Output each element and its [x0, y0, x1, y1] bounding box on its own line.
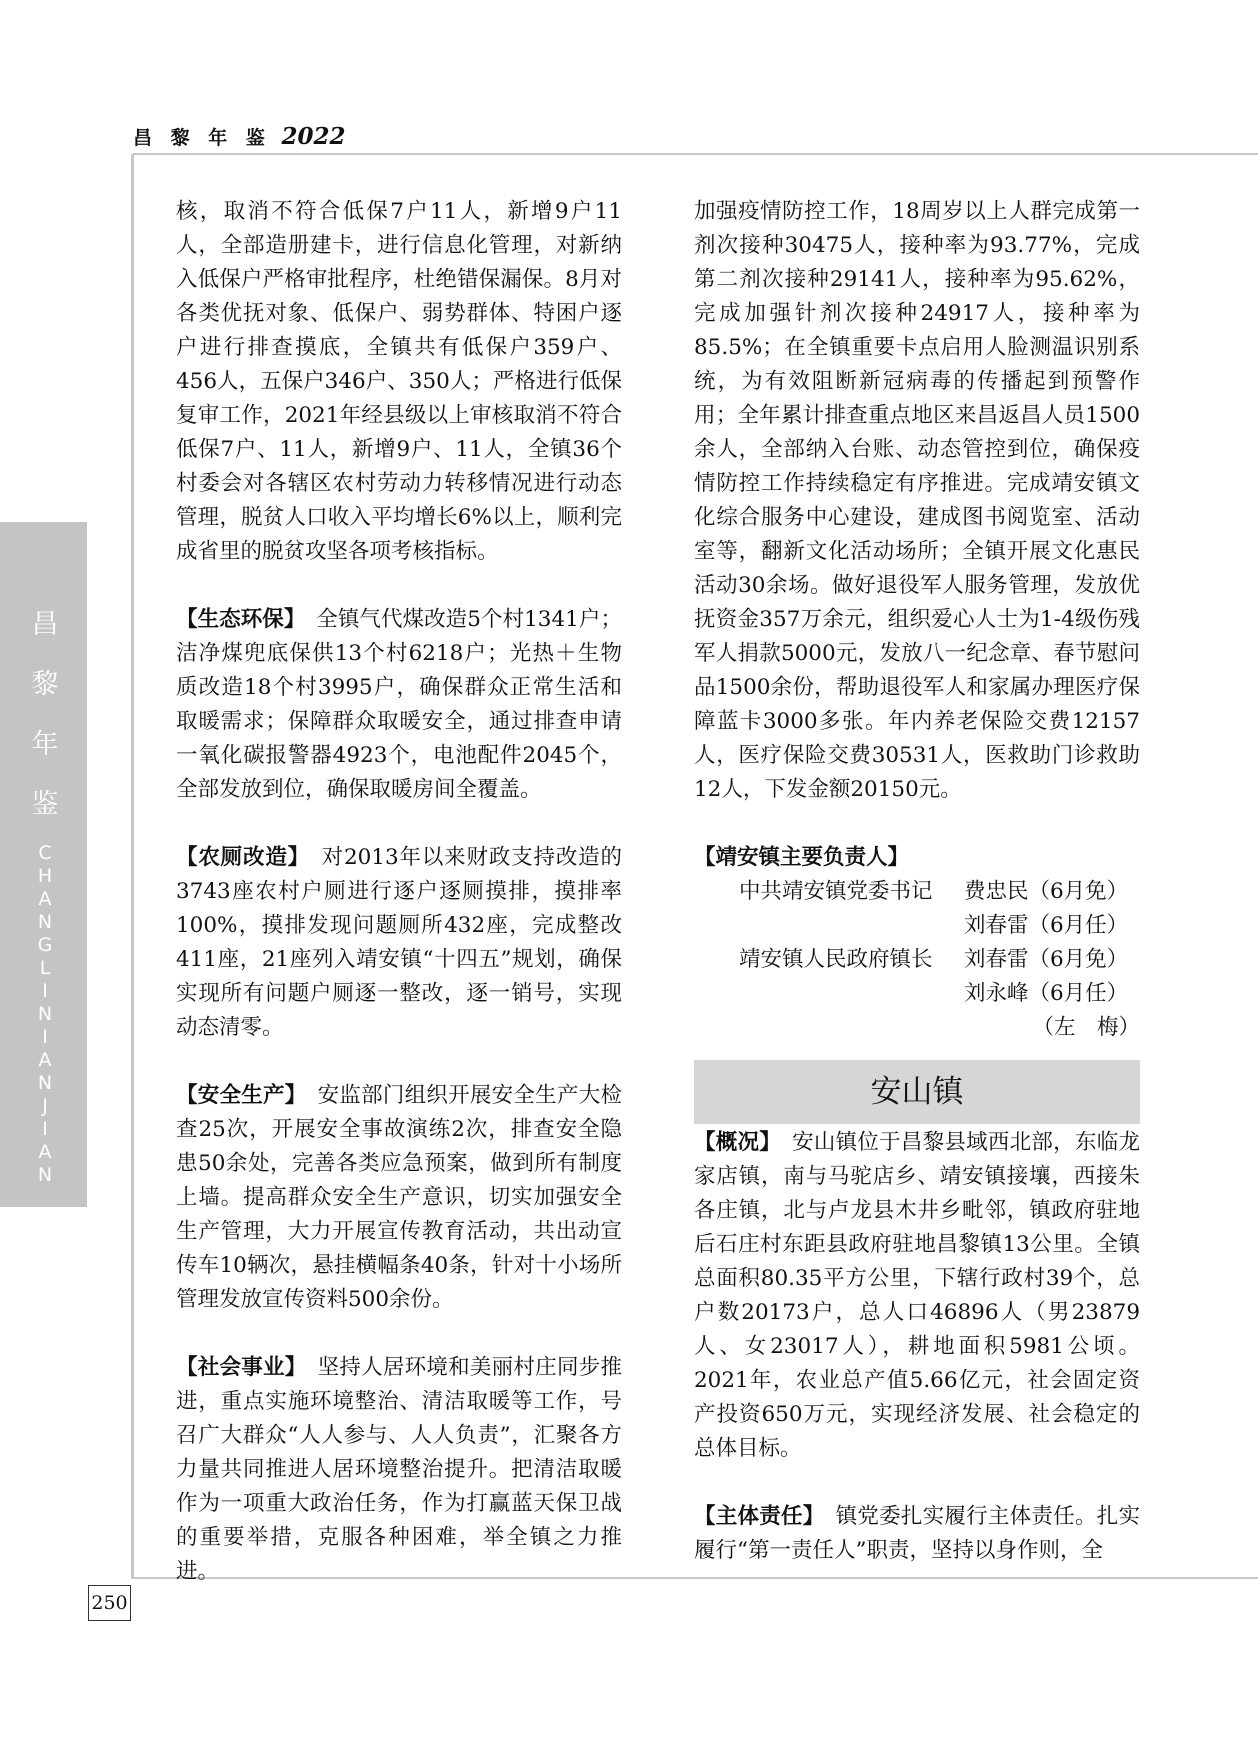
paragraph-epidemic: 加强疫情防控工作，18周岁以上人群完成第一剂次接种30475人，接种率为93.77%，完成第二剂次接种29141人，接种率为95.62%，完成加强针剂次接种24917人，接种率为85.5%；在全镇重要卡点启用人脸测温识别系统，为有效阻断新冠病毒的传播起到预警作用；全年累计排查重点地区来昌返昌人员1500余人，全部纳入台账、动态管控到位，确保疫情防控工作持续稳定有序推进。完成靖安镇文化综合服务中心建设，建成图书阅览室、活动室等，翻新文化活动场所；全镇开展文化惠民活动30余场。做好退役军人服务管理，发放优抚资金357万余元，组织爱心人士为1-4级伤残军人捐款5000元，发放八一纪念章、春节慰问品1500余份，帮助退役军人和家属办理医疗保障蓝卡3000多张。年内养老保险交费12157人，医疗保险交费30531人，医救助门诊救助12人，下发金额20150元。 [694, 199, 1140, 802]
paragraph-duty [694, 1500, 1140, 1568]
side-pinyin-letter: H [37, 865, 53, 887]
leader-row [694, 943, 1140, 977]
paragraph-social [176, 1351, 622, 1589]
side-title-char: 年 [31, 729, 59, 760]
paragraph-eco [176, 603, 622, 807]
body-toilet: 对2013年以来财政支持改造的3743座农村户厕进行逐户逐厕摸排，摸排率100%，摸排发现问题厕所432座，完成整改411座，21座列入靖安镇“十四五”规划，确保实现所有问题户厕逐一整改，逐一销号，实现动态清零。 [176, 845, 622, 1040]
leader-position: 中共靖安镇党委书记 [739, 879, 933, 904]
heading-safety: 【安全生产】 [176, 1083, 296, 1108]
body-safety: 安监部门组织开展安全生产大检查25次，开展安全事故演练2次，排查安全隐患50余处，完善各类应急预案，做到所有制度上墙。提高群众安全生产意识，切实加强安全生产管理，大力开展宣传教育活动，共出动宣传车10辆次，悬挂横幅条40条，针对十小场所管理发放宣传资料500余份。 [176, 1083, 622, 1312]
leader-row [694, 977, 1140, 1011]
side-pinyin-letter: L [39, 957, 51, 979]
paragraph-lowincome: 核，取消不符合低保7户11人，新增9户11人，全部造册建卡，进行信息化管理，对新纳入低保户严格审批程序，杜绝错保漏保。8月对各类优抚对象、低保户、弱势群体、特困户逐户进行排查摸底，全镇共有低保户359户、456人，五保户346户、350人；严格进行低保复审工作，2021年经县级以上审核取消不符合低保7户、11人，新增9户、11人，全镇36个村委会对各辖区农村劳动力转移情况进行动态管理，脱贫人口收入平均增长6%以上，顺利完成省里的脱贫攻坚各项考核指标。 [176, 199, 622, 564]
running-head [133, 123, 346, 150]
paragraph-safety [176, 1079, 622, 1317]
side-pinyin-letter: N [37, 911, 53, 933]
left-rule [131, 154, 134, 1579]
leader-name: 刘春雷（6月任） [964, 913, 1129, 938]
side-pinyin-letter: I [42, 980, 48, 1002]
side-pinyin-letter: N [37, 1003, 53, 1025]
yearbook-title: 昌 黎 年 鉴 [133, 127, 271, 149]
author-signature: （左 梅） [1032, 1015, 1140, 1040]
leader-position [694, 909, 964, 943]
leader-name: 刘春雷（6月免） [964, 947, 1129, 972]
side-pinyin-letter: I [42, 1118, 48, 1140]
side-pinyin-letter: G [37, 934, 53, 956]
leader-name: 刘永峰（6月任） [964, 981, 1129, 1006]
top-rule [133, 153, 1258, 155]
side-tab-pinyin [34, 842, 56, 1187]
side-pinyin-letter: A [38, 1049, 52, 1071]
leader-name: 费忠民（6月免） [964, 879, 1129, 904]
heading-toilet: 【农厕改造】 [176, 845, 300, 870]
side-pinyin-letter: I [42, 1026, 48, 1048]
leader-position [694, 977, 964, 1011]
right-column [694, 195, 1140, 1568]
yearbook-year: 2022 [281, 123, 346, 150]
side-pinyin-letter: A [38, 1141, 52, 1163]
paragraph-toilet [176, 841, 622, 1045]
side-title-char: 鉴 [31, 789, 59, 820]
heading-leaders: 【靖安镇主要负责人】 [694, 845, 910, 870]
side-title-char: 昌 [31, 609, 59, 640]
side-pinyin-letter: A [38, 888, 52, 910]
body-duty: 镇党委扎实履行主体责任。扎实履行“第一责任人”职责，坚持以身作则，全 [694, 1504, 1140, 1563]
paragraph-overview [694, 1126, 1140, 1466]
side-pinyin-letter: N [37, 1164, 53, 1186]
section-title: 安山镇 [870, 1074, 964, 1110]
leader-position: 靖安镇人民政府镇长 [739, 947, 933, 972]
leaders-list [694, 875, 1140, 1011]
side-pinyin-letter: C [38, 842, 52, 864]
side-title-char: 黎 [31, 669, 59, 700]
page-number: 250 [88, 1585, 131, 1621]
heading-social: 【社会事业】 [176, 1355, 296, 1380]
body-overview: 安山镇位于昌黎县域西北部，东临龙家店镇，南与马驼店乡、靖安镇接壤，西接朱各庄镇，北与卢龙县木井乡毗邻，镇政府驻地后石庄村东距县政府驻地昌黎镇13公里。全镇总面积80.35平方公里，下辖行政村39个，总户数20173户，总人口46896人（男23879人、女23017人），耕地面积5981公顷。2021年，农业总产值5.66亿元，社会固定资产投资650万元，实现经济发展、社会稳定的总体目标。 [694, 1130, 1140, 1461]
side-pinyin-letter: J [42, 1095, 48, 1117]
section-title-box [694, 1060, 1140, 1124]
body-eco: 全镇气代煤改造5个村1341户；洁净煤兜底保供13个村6218户；光热＋生物质改造18个村3995户，确保群众正常生活和取暖需求；保障群众取暖安全，通过排查申请一氧化碳报警器4923个，电池配件2045个，全部发放到位，确保取暖房间全覆盖。 [176, 607, 622, 802]
leader-row [694, 875, 1140, 909]
heading-eco: 【生态环保】 [176, 607, 295, 632]
left-column [176, 195, 622, 1589]
leader-row [694, 909, 1140, 943]
heading-duty: 【主体责任】 [694, 1504, 814, 1529]
heading-overview: 【概况】 [694, 1130, 771, 1155]
side-pinyin-letter: N [37, 1072, 53, 1094]
side-tab-title [25, 595, 65, 835]
body-social: 坚持人居环境和美丽村庄同步推进，重点实施环境整治、清洁取暖等工作，号召广大群众“人人参与、人人负责”，汇聚各方力量共同推进人居环境整治提升。把清洁取暖作为一项重大政治任务，作为打赢蓝天保卫战的重要举措，克服各种困难，举全镇之力推进。 [176, 1355, 622, 1584]
